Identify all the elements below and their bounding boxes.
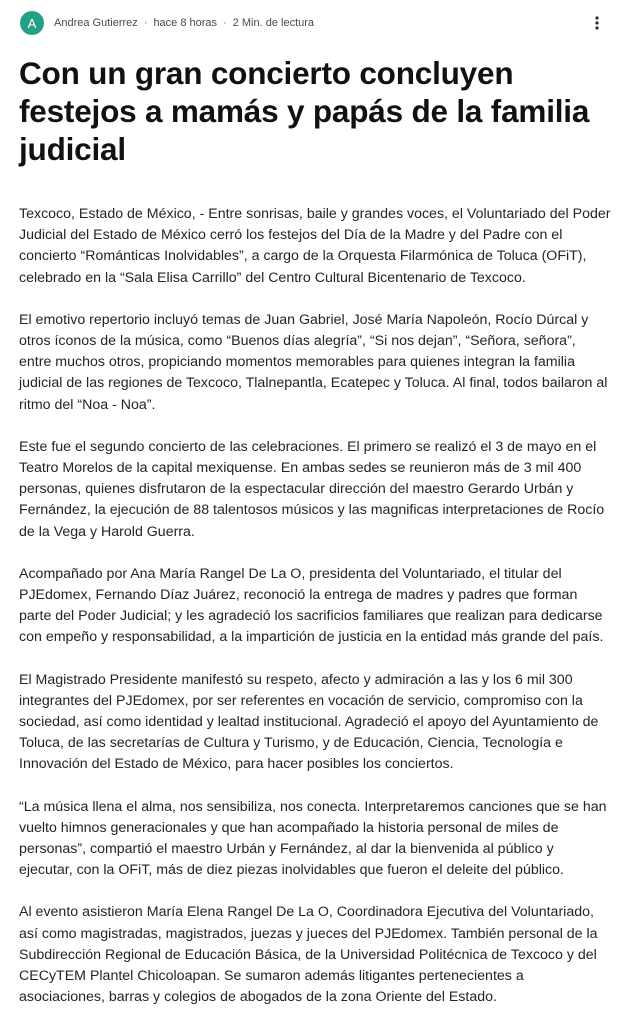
article-title: Con un gran concierto concluyen festejos a mamás y papás de la familia judicial xyxy=(19,55,590,167)
article-paragraph: Este fue el segundo concierto de las celebraciones. El primero se realizó el 3 de mayo en el Teatro Morelos de la capital mexiquense. En ambas sedes se reunieron más de 3 mil 400 personas, quienes disfrutaron de la espectacular dirección del maestro Gerardo Urbán y Fernández, la ejecución de 88 talentosos músicos y las magnificas interpretaciones de Rocío de la Vega y Harold Guerra. xyxy=(19,438,605,540)
article-paragraph: El Magistrado Presidente manifestó su respeto, afecto y admiración a las y los 6 mil 300 integrantes del PJEdomex, por ser referentes en vocación de servicio, compromiso con la sociedad, así como identidad y lealtad institucional. Agradeció el apoyo del Ayuntamiento de Toluca, de las secretarías de Cultura y Turismo, y de Educación, Ciencia, Tecnología e Innovación del Estado de México, para hacer posibles los conciertos. xyxy=(19,671,599,773)
meta-separator: · xyxy=(143,17,148,29)
author-name[interactable]: Andrea Gutierrez xyxy=(54,17,138,29)
meta-separator: · xyxy=(223,17,227,29)
article-body xyxy=(19,204,611,1024)
article-paragraph: Al evento asistieron María Elena Rangel De La O, Coordinadora Ejecutiva del Voluntariado, así como magistradas, magistrados, juezas y jueces del PJEdomex. También personal de la Subdirección Regional de Educación Básica, de la Universidad Politécnica de Texcoco y del CECyTEM Plantel Chicoloapan. Se sumaron además litigantes pertenecientes a asociaciones, barras y colegios de abogados de la zona Oriente del Estado. xyxy=(19,904,598,1006)
post-time: hace 8 horas xyxy=(153,17,218,29)
article-paragraph: Acompañado por Ana María Rangel De La O, presidenta del Voluntariado, el titular del PJEdomex, Fernando Díaz Juárez, reconoció la entrega de madres y padres que forman parte del Poder Judicial; y les agradeció los sacrificios familiares que realizan para dedicarse con empeño y responsabilidad, a la impartición de justicia en la entidad más grande del país. xyxy=(19,565,604,646)
author-avatar[interactable] xyxy=(20,11,44,35)
post-meta-text xyxy=(54,17,314,29)
article-paragraph: Texcoco, Estado de México, - Entre sonrisas, baile y grandes voces, el Voluntariado del Poder Judicial del Estado de México cerró los festejos del Día de la Madre y del Padre con el concierto “Románticas Inolvidables”, a cargo de la Orquesta Filarmónica de Toluca (OFiT), celebrado en la “Sala Elisa Carrillo” del Centro Cultural Bicentenario de Texcoco. xyxy=(19,206,611,286)
article-paragraph: “La música llena el alma, nos sensibiliza, nos conecta. Interpretaremos canciones que se han vuelto himnos generacionales y que han acompañado la historia personal de miles de personas”, compartió el maestro Urbán y Fernández, al dar la bienvenida al público y ejecutar, con la OFiT, más de diez piezas inolvidables que fueron el deleite del público. xyxy=(19,798,607,879)
more-vertical-icon[interactable] xyxy=(589,11,605,35)
article-paragraph: El emotivo repertorio incluyó temas de Juan Gabriel, José María Napoleón, Rocío Dúrcal y otros íconos de la música, como “Buenos días alegría”, “Si nos dejan”, “Señora, señora”, entre muchos otros, propiciando momentos memorables para quienes integran la familia judicial de las regiones de Texcoco, Tlalnepantla, Ecatepec y Toluca. Al final, todos bailaron al ritmo del “Noa - Noa”. xyxy=(19,311,608,413)
reading-time: 2 Min. de lectura xyxy=(232,17,315,29)
post-meta-bar xyxy=(20,11,605,35)
avatar-letter: A xyxy=(27,15,37,31)
